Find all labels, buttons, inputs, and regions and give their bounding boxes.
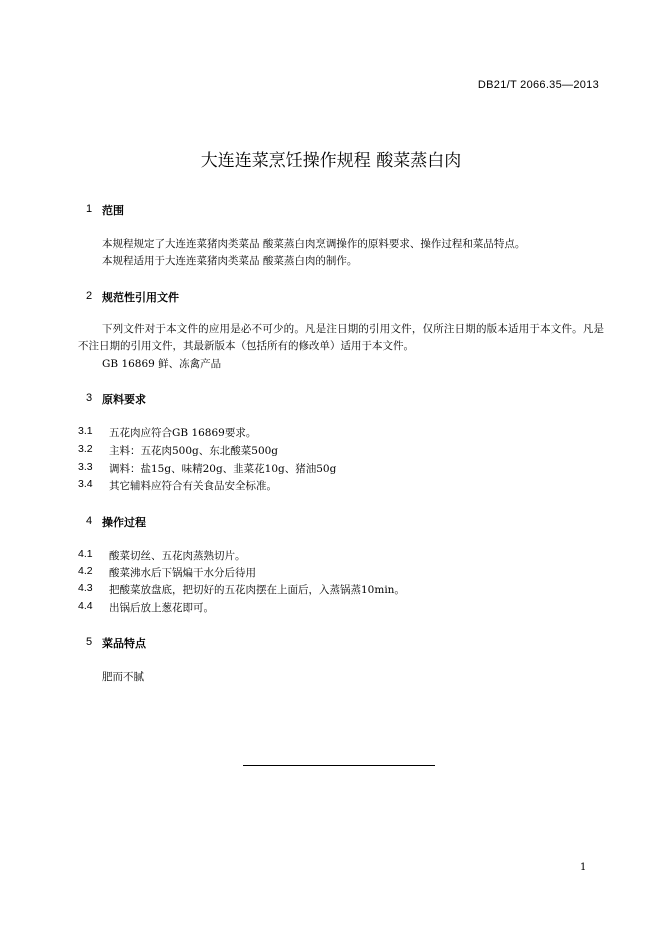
item-text: 把酸菜放盘底，把切好的五花肉摆在上面后，入蒸锅蒸10min。 bbox=[109, 584, 405, 596]
section-5-title: 菜品特点 bbox=[102, 637, 146, 650]
item-text: 五花肉应符合GB 16869要求。 bbox=[109, 427, 257, 439]
end-rule bbox=[243, 765, 435, 766]
item-number: 3.4 bbox=[78, 478, 93, 490]
item-text: 调料：盐15g、味精20g、韭菜花10g、猪油50g bbox=[109, 463, 337, 475]
section-3-number: 3 bbox=[86, 392, 93, 404]
item-number: 4.3 bbox=[78, 582, 93, 594]
item-text: 其它辅料应符合有关食品安全标准。 bbox=[109, 480, 277, 492]
item-number: 3.1 bbox=[78, 425, 93, 437]
item-text: 酸菜切丝、五花肉蒸熟切片。 bbox=[109, 550, 246, 562]
section-4-title: 操作过程 bbox=[102, 516, 146, 529]
item-number: 3.3 bbox=[78, 461, 93, 473]
document-title: 大连连菜烹饪操作规程 酸菜蒸白肉 bbox=[200, 151, 462, 171]
item-text: 出锅后放上葱花即可。 bbox=[109, 602, 214, 614]
standard-code: DB21/T 2066.35—2013 bbox=[477, 79, 599, 91]
section-4-number: 4 bbox=[86, 515, 93, 527]
section-1-paragraph-2: 本规程适用于大连连菜猪肉类菜品 酸菜蒸白肉的制作。 bbox=[102, 255, 358, 267]
item-text: 酸菜沸水后下锅煸干水分后待用 bbox=[109, 567, 256, 579]
section-3-title: 原料要求 bbox=[102, 393, 146, 406]
section-5-number: 5 bbox=[86, 636, 93, 648]
normative-reference: GB 16869 鲜、冻禽产品 bbox=[102, 358, 222, 370]
item-number: 4.1 bbox=[78, 548, 93, 560]
section-2-title: 规范性引用文件 bbox=[102, 291, 179, 304]
section-1-number: 1 bbox=[86, 203, 93, 215]
item-text: 主料：五花肉500g、东北酸菜500g bbox=[109, 445, 279, 457]
section-2-number: 2 bbox=[86, 290, 93, 302]
item-number: 4.4 bbox=[78, 600, 93, 612]
section-2-paragraph: 下列文件对于本文件的应用是必不可少的。凡是注日期的引用文件，仅所注日期的版本适用于本文件。凡是不注日期的引用文件，其最新版本（包括所有的修改单）适用于本文件。 bbox=[78, 323, 604, 352]
section-1-title: 范围 bbox=[102, 204, 124, 217]
section-5-paragraph: 肥而不腻 bbox=[102, 671, 144, 683]
page-number: 1 bbox=[580, 862, 587, 873]
item-number: 3.2 bbox=[78, 443, 93, 455]
section-1-paragraph-1: 本规程规定了大连连菜猪肉类菜品 酸菜蒸白肉烹调操作的原料要求、操作过程和菜品特点。 bbox=[102, 238, 526, 250]
item-number: 4.2 bbox=[78, 565, 93, 577]
